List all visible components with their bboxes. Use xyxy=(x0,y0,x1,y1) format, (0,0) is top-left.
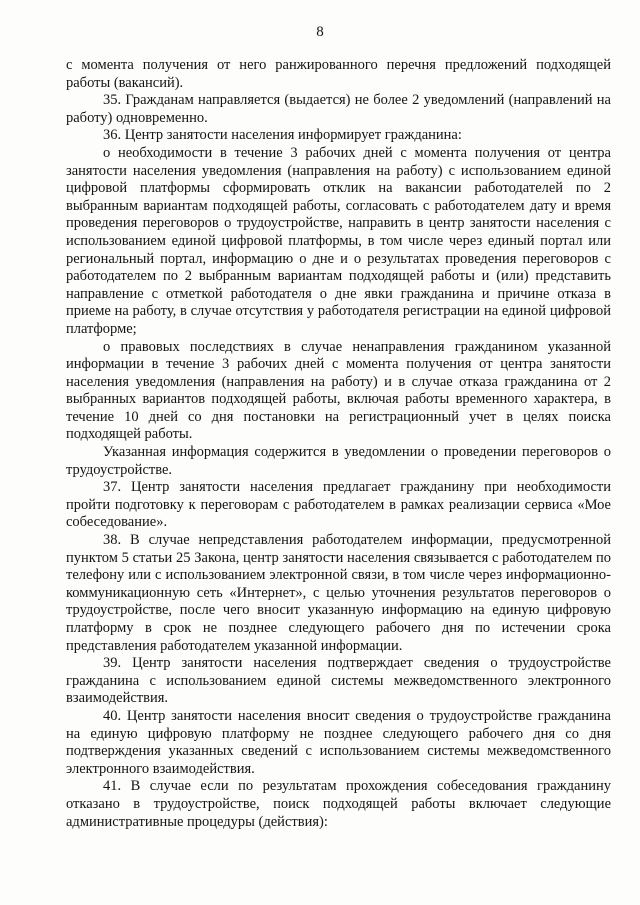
paragraph-41: 41. В случае если по результатам прохождения собеседования гражданину отказано в трудоустройстве, поиск подходящей работы включает следующие административные процедуры (действия): xyxy=(66,778,611,830)
paragraph-35: 35. Гражданам направляется (выдается) не более 2 уведомлений (направлений на работу) одновременно. xyxy=(66,92,611,126)
paragraph-36-item-1: о необходимости в течение 3 рабочих дней с момента получения от центра занятости населения уведомления (направления на работу) с использованием единой цифровой платформы сформировать отклик на вакансии работодателей по 2 выбранным вариантам подходящей работы, согласовать с работодателем дату и время проведения переговоров о трудоустройстве, направить в центр занятости населения с использованием единой цифровой платформы, в том числе через единый портал или региональный портал, информацию о дне и о результатах проведения переговоров с работодателем по 2 выбранным вариантам подходящей работы и (или) представить направление с отметкой работодателя о дне явки гражданина и причине отказа в приеме на работу, в случае отсутствия у работодателя регистрации на единой цифровой платформе; xyxy=(66,144,611,337)
paragraph-37: 37. Центр занятости населения предлагает гражданину при необходимости пройти подготовку к переговорам с работодателем в рамках реализации сервиса «Мое собеседование». xyxy=(66,479,611,531)
paragraph-36-item-2: о правовых последствиях в случае ненаправления гражданином указанной информации в течение 3 рабочих дней с момента получения от центра занятости населения уведомления (направления на работу) и в случае отказа гражданина от 2 выбранных вариантов подходящей работы, включая работы временного характера, в течение 10 дней со дня постановки на регистрационный учет в целях поиска подходящей работы. xyxy=(66,338,611,443)
paragraph-36-note: Указанная информация содержится в уведомлении о проведении переговоров о трудоустройстве. xyxy=(66,444,611,478)
paragraph-38: 38. В случае непредставления работодателем информации, предусмотренной пунктом 5 статьи 25 Закона, центр занятости населения связывается с работодателем по телефону или с использованием электронной связи, в том числе через информационно-коммуникационную сеть «Интернет», с целью уточнения результатов переговоров о трудоустройстве, после чего вносит указанную информацию на единую цифровую платформу в срок не позднее следующего рабочего дня по истечении срока представления работодателем указанной информации. xyxy=(66,532,611,654)
page-number: 8 xyxy=(316,24,324,40)
paragraph-39: 39. Центр занятости населения подтверждает сведения о трудоустройстве гражданина с использованием единой системы межведомственного электронного взаимодействия. xyxy=(66,655,611,707)
document-body xyxy=(66,57,611,831)
paragraph-36: 36. Центр занятости населения информирует гражданина: xyxy=(103,127,462,144)
paragraph-continuation: с момента получения от него ранжированного перечня предложений подходящей работы (вакансий). xyxy=(66,57,611,91)
paragraph-40: 40. Центр занятости населения вносит сведения о трудоустройстве гражданина на единую цифровую платформу не позднее следующего рабочего дня со дня подтверждения указанных сведений с использованием системы межведомственного электронного взаимодействия. xyxy=(66,707,611,777)
